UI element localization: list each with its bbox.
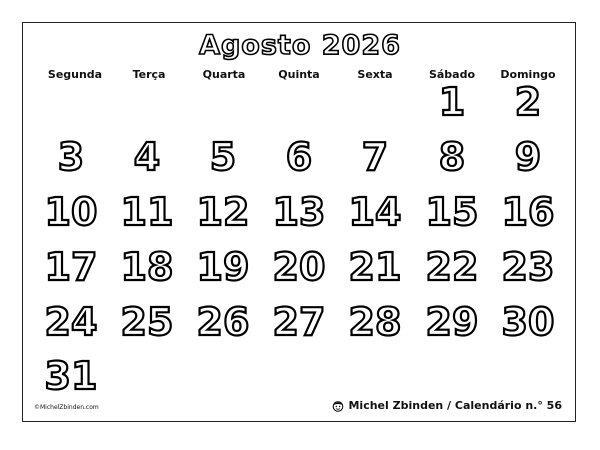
calendar-title: Agosto 2026 [199,30,401,61]
credit-text: Michel Zbinden / Calendário n.° 56 [348,399,562,412]
weekday-monday: Segunda [47,68,103,81]
day-cell: 3 [57,135,85,179]
day-cell: 15 [425,190,479,234]
day-cell: 20 [272,245,326,289]
day-cell: 31 [44,354,98,398]
day-cell: 24 [44,300,98,344]
day-cell: 11 [120,190,174,234]
author-face-icon [332,400,344,412]
day-cell: 22 [425,245,479,289]
day-cell: 5 [209,135,237,179]
weekday-wednesday: Quarta [202,68,246,81]
weekday-tuesday: Terça [132,68,166,81]
credit-footer [332,399,562,412]
day-cell: 2 [514,80,542,124]
day-cell: 12 [196,190,250,234]
day-cell: 25 [120,300,174,344]
weekday-saturday: Sábado [428,68,476,81]
weekday-thursday: Quinta [278,68,320,81]
day-cell: 7 [361,135,389,179]
day-cell: 28 [348,300,402,344]
day-cell: 13 [272,190,326,234]
day-cell: 23 [501,245,555,289]
day-cell: 19 [196,245,250,289]
day-cell: 18 [120,245,174,289]
day-cell: 17 [44,245,98,289]
weekday-sunday: Domingo [500,68,556,81]
day-cell: 4 [133,135,161,179]
day-cell: 10 [44,190,98,234]
day-cell: 1 [438,80,466,124]
day-cell: 14 [348,190,402,234]
day-cell: 29 [425,300,479,344]
website-footer: ©MichelZbinden.com [34,404,99,411]
day-cell: 30 [501,300,555,344]
day-cell: 16 [501,190,555,234]
day-cell: 8 [438,135,466,179]
day-cell: 9 [514,135,542,179]
day-cell: 21 [348,245,402,289]
day-cell: 27 [272,300,326,344]
weekday-friday: Sexta [357,68,393,81]
day-cell: 6 [285,135,313,179]
day-cell: 26 [196,300,250,344]
